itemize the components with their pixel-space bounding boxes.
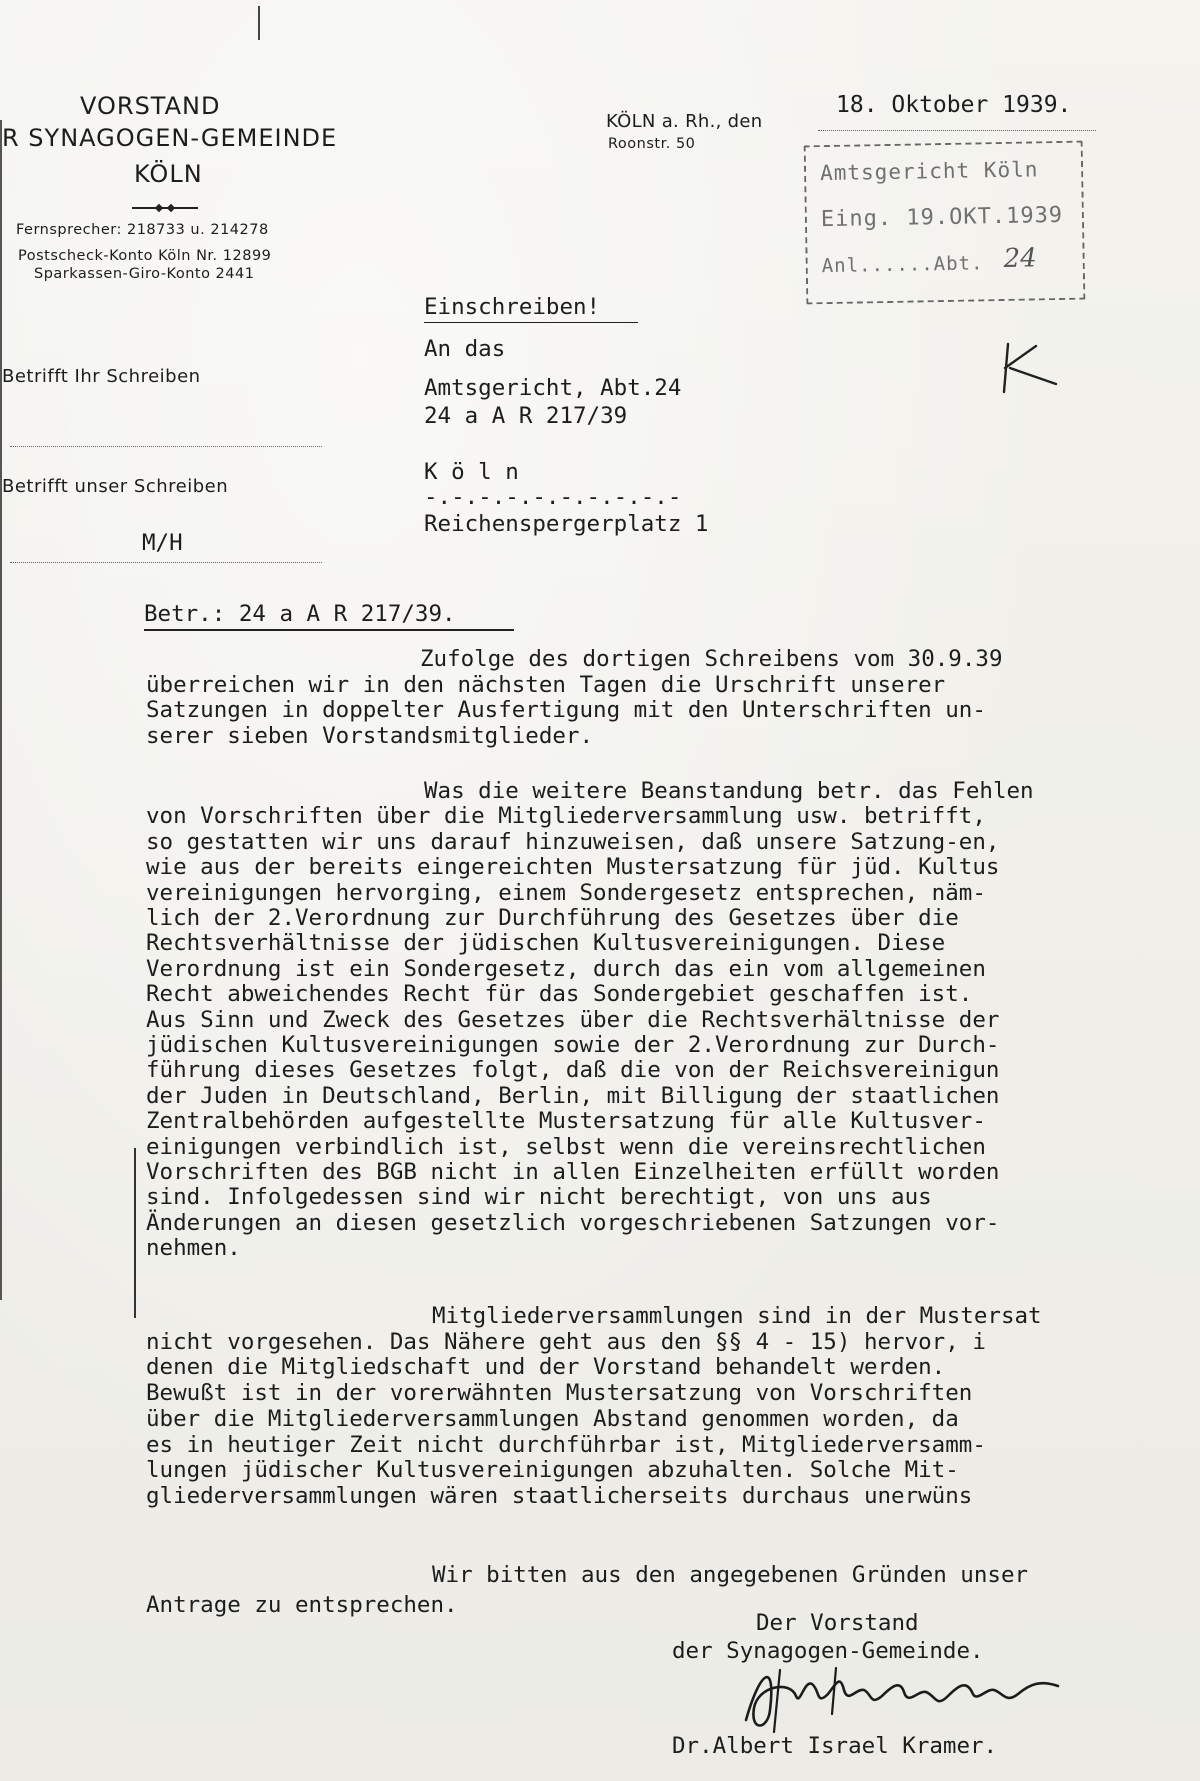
body-line: Antrage zu entsprechen. [146,1592,458,1618]
body-line: Verordnung ist ein Sondergesetz, durch das ein vom allgemeinen [146,955,986,982]
stamp-department-number: 24 [1003,243,1037,274]
body-line: so gestatten wir uns darauf hinzuweisen, daß unsere Satzung-en, [146,828,1000,855]
registered-mail-note: Einschreiben! [424,294,601,320]
signatory-name: Dr.Albert Israel Kramer. [672,1733,998,1759]
body-line: nehmen. [146,1235,241,1262]
phone-numbers: Fernsprecher: 218733 u. 214278 [16,222,269,238]
receipt-stamp [804,141,1086,305]
handwritten-k-text: K [998,338,999,339]
letterhead-ornament [132,207,198,209]
body-line: Satzungen in doppelter Ausfertigung mit den Unterschriften un- [146,697,986,724]
handwritten-k-mark [998,338,1068,398]
address-street: Reichenspergerplatz 1 [424,511,709,537]
body-line: einigungen verbindlich ist, selbst wenn die vereinsrechtlichen [146,1133,986,1160]
body-line: Wir bitten aus den angegebenen Gründen unser [432,1562,1029,1588]
address-line-1: An das [424,336,506,362]
address-city-rule: -.-.-.-.-.-.-.-.-.- [424,484,682,510]
body-line: wie aus der bereits eingereichten Mustersatzung für jüd. Kultus [146,854,1000,881]
subject-line: Betr.: 24 a A R 217/39. [144,601,456,627]
letterhead-line-1: VORSTAND [80,92,221,120]
body-line: nicht vorgesehen. Das Nähere geht aus den §§ 4 - 15) hervor, i [146,1328,986,1355]
stamp-date: Eing. 19.OKT.1939 [820,202,1064,233]
body-line: Vorschriften des BGB nicht in allen Einzelheiten erfüllt worden [146,1159,1000,1185]
postscheck-account: Postscheck-Konto Köln Nr. 12899 [18,248,272,264]
body-line: von Vorschriften über die Mitgliederversammlung usw. betrifft, [146,803,986,830]
closing-line-1: Der Vorstand [756,1610,919,1636]
page-edge-line [0,120,2,1300]
ref-your-letter-label: Betrifft Ihr Schreiben [2,366,201,387]
body-line: lich der 2.Verordnung zur Durchführung des Gesetzes über die [146,905,959,931]
body-line: jüdischen Kultusvereinigungen sowie der 2.Verordnung zur Durch- [146,1032,1000,1058]
letter-date: 18. Oktober 1939. [836,92,1072,118]
ref-your-letter-line [10,446,322,447]
body-line: über die Mitgliederversammlungen Abstand genommen worden, da [146,1405,959,1432]
hole-punch-mark [258,6,260,40]
body-line: Mitgliederversammlungen sind in der Mustersat [432,1303,1042,1329]
body-line: gliederversammlungen wären staatlicherseits durchaus unerwüns [146,1482,973,1509]
body-line: überreichen wir in den nächsten Tagen die Urschrift unserer [146,671,946,698]
handwritten-signature [740,1650,1080,1740]
address-line-2: Amtsgericht, Abt.24 [424,375,682,401]
body-line: führung dieses Gesetzes folgt, daß die von der Reichsvereinigun [146,1057,1000,1084]
body-line: es in heutiger Zeit nicht durchführbar ist, Mitgliederversamm- [146,1431,986,1458]
body-line: Zentralbehörden aufgestellte Mustersatzung für alle Kultusver- [146,1108,986,1135]
stamp-court: Amtsgericht Köln [819,157,1039,186]
ref-our-letter-label: Betrifft unser Schreiben [2,476,229,497]
place-city: KÖLN a. Rh., den [606,111,763,132]
closing-line-2: der Synagogen-Gemeinde. [672,1638,984,1664]
letterhead-line-2: R SYNAGOGEN-GEMEINDE [2,124,338,152]
letterhead-line-3: KÖLN [134,160,203,188]
body-line: denen die Mitgliedschaft und der Vorstand behandelt werden. [146,1354,946,1381]
ref-our-letter-line [10,562,322,563]
body-line: Recht abweichendes Recht für das Sondergebiet geschaffen ist. [146,981,973,1008]
body-line: Aus Sinn und Zweck des Gesetzes über die Rechtsverhältnisse der [146,1006,1000,1033]
ref-our-letter-value: M/H [142,530,183,556]
body-line: Änderungen an diesen gesetzlich vorgeschriebenen Satzungen vor- [146,1209,1000,1236]
body-line: serer sieben Vorstandsmitglieder. [146,722,594,749]
body-line: vereinigungen hervorging, einem Sondergesetz entsprechen, näm- [146,879,986,906]
registered-underline [424,322,638,323]
body-line: sind. Infolgedessen sind wir nicht berechtigt, von uns aus [146,1184,932,1211]
body-line: Rechtsverhältnisse der jüdischen Kultusvereinigungen. Diese [146,930,946,957]
address-line-3: 24 a A R 217/39 [424,403,628,429]
body-line: Was die weitere Beanstandung betr. das Fehlen [424,778,1034,804]
margin-bracket [134,1148,136,1318]
body-line: lungen jüdischer Kultusvereinigungen abzuhalten. Solche Mit- [146,1457,959,1484]
address-city: K ö l n [424,459,519,485]
body-line: Bewußt ist in der vorerwähnten Mustersatzung von Vorschriften [146,1380,973,1407]
stamp-annex: Anl......Abt. [821,252,984,278]
date-dotted-line [818,130,1096,131]
subject-underline [144,629,514,631]
sparkasse-account: Sparkassen-Giro-Konto 2441 [34,266,255,282]
body-line: der Juden in Deutschland, Berlin, mit Billigung der staatlichen [146,1082,1000,1109]
body-line: Zufolge des dortigen Schreibens vom 30.9.39 [420,646,1003,672]
place-street: Roonstr. 50 [608,136,696,152]
